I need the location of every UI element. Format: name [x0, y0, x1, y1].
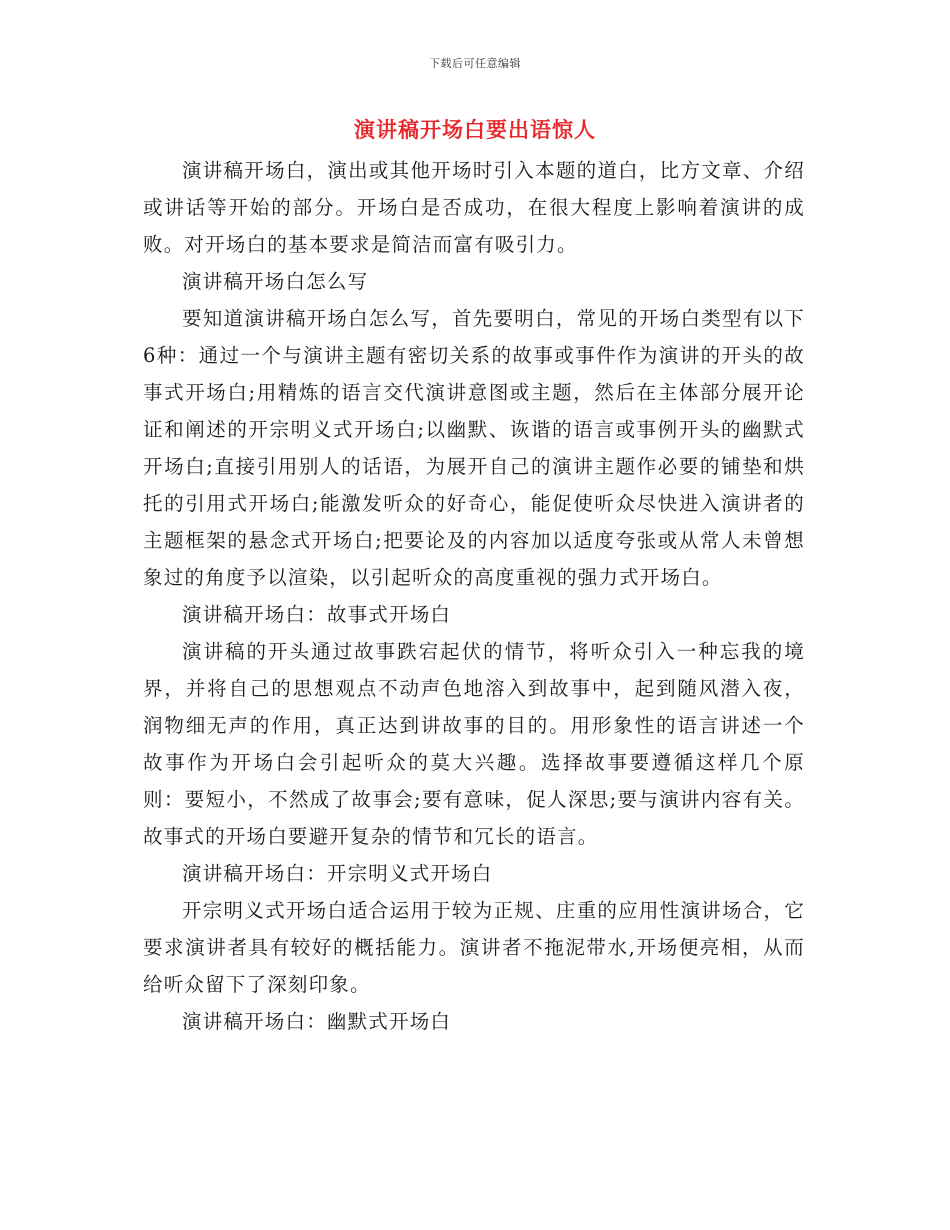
document-body — [143, 152, 805, 1040]
section-heading-how-to-write: 演讲稿开场白怎么写 — [182, 270, 369, 293]
paragraph-types: 要知道演讲稿开场白怎么写，首先要明白，常见的开场白类型有以下6种：通过一个与演讲主题有密切关系的故事或事件作为演讲的开头的故事式开场白;用精炼的语言交代演讲意图或主题，然后在主体部分展开论证和阐述的开宗明义式开场白;以幽默、诙谐的语言或事例开头的幽默式开场白;直接引用别人的话语，为展开自己的演讲主题作必要的铺垫和烘托的引用式开场白;能激发听众的好奇心，能促使听众尽快进入演讲者的主题框架的悬念式开场白;把要论及的内容加以适度夸张或从常人未曾想象过的角度予以渲染，以引起听众的高度重视的强力式开场白。 — [143, 307, 805, 589]
section-heading-story: 演讲稿开场白：故事式开场白 — [182, 603, 452, 626]
section-heading-humor: 演讲稿开场白：幽默式开场白 — [182, 1010, 452, 1033]
paragraph-intro: 演讲稿开场白，演出或其他开场时引入本题的道白，比方文章、介绍或讲话等开始的部分。开场白是否成功，在很大程度上影响着演讲的成败。对开场白的基本要求是简洁而富有吸引力。 — [143, 159, 805, 256]
document-title: 演讲稿开场白要出语惊人 — [354, 117, 596, 142]
section-heading-direct: 演讲稿开场白：开宗明义式开场白 — [182, 862, 493, 885]
paragraph-direct: 开宗明义式开场白适合运用于较为正规、庄重的应用性演讲场合，它要求演讲者具有较好的概括能力。演讲者不拖泥带水,开场便亮相，从而给听众留下了深刻印象。 — [143, 899, 805, 996]
paragraph-story: 演讲稿的开头通过故事跌宕起伏的情节，将听众引入一种忘我的境界，并将自己的思想观点不动声色地溶入到故事中，起到随风潜入夜，润物细无声的作用，真正达到讲故事的目的。用形象性的语言讲述一个故事作为开场白会引起听众的莫大兴趣。选择故事要遵循这样几个原则：要短小，不然成了故事会;要有意味，促人深思;要与演讲内容有关。故事式的开场白要避开复杂的情节和冗长的语言。 — [143, 640, 805, 848]
header-note: 下载后可任意编辑 — [429, 57, 521, 70]
